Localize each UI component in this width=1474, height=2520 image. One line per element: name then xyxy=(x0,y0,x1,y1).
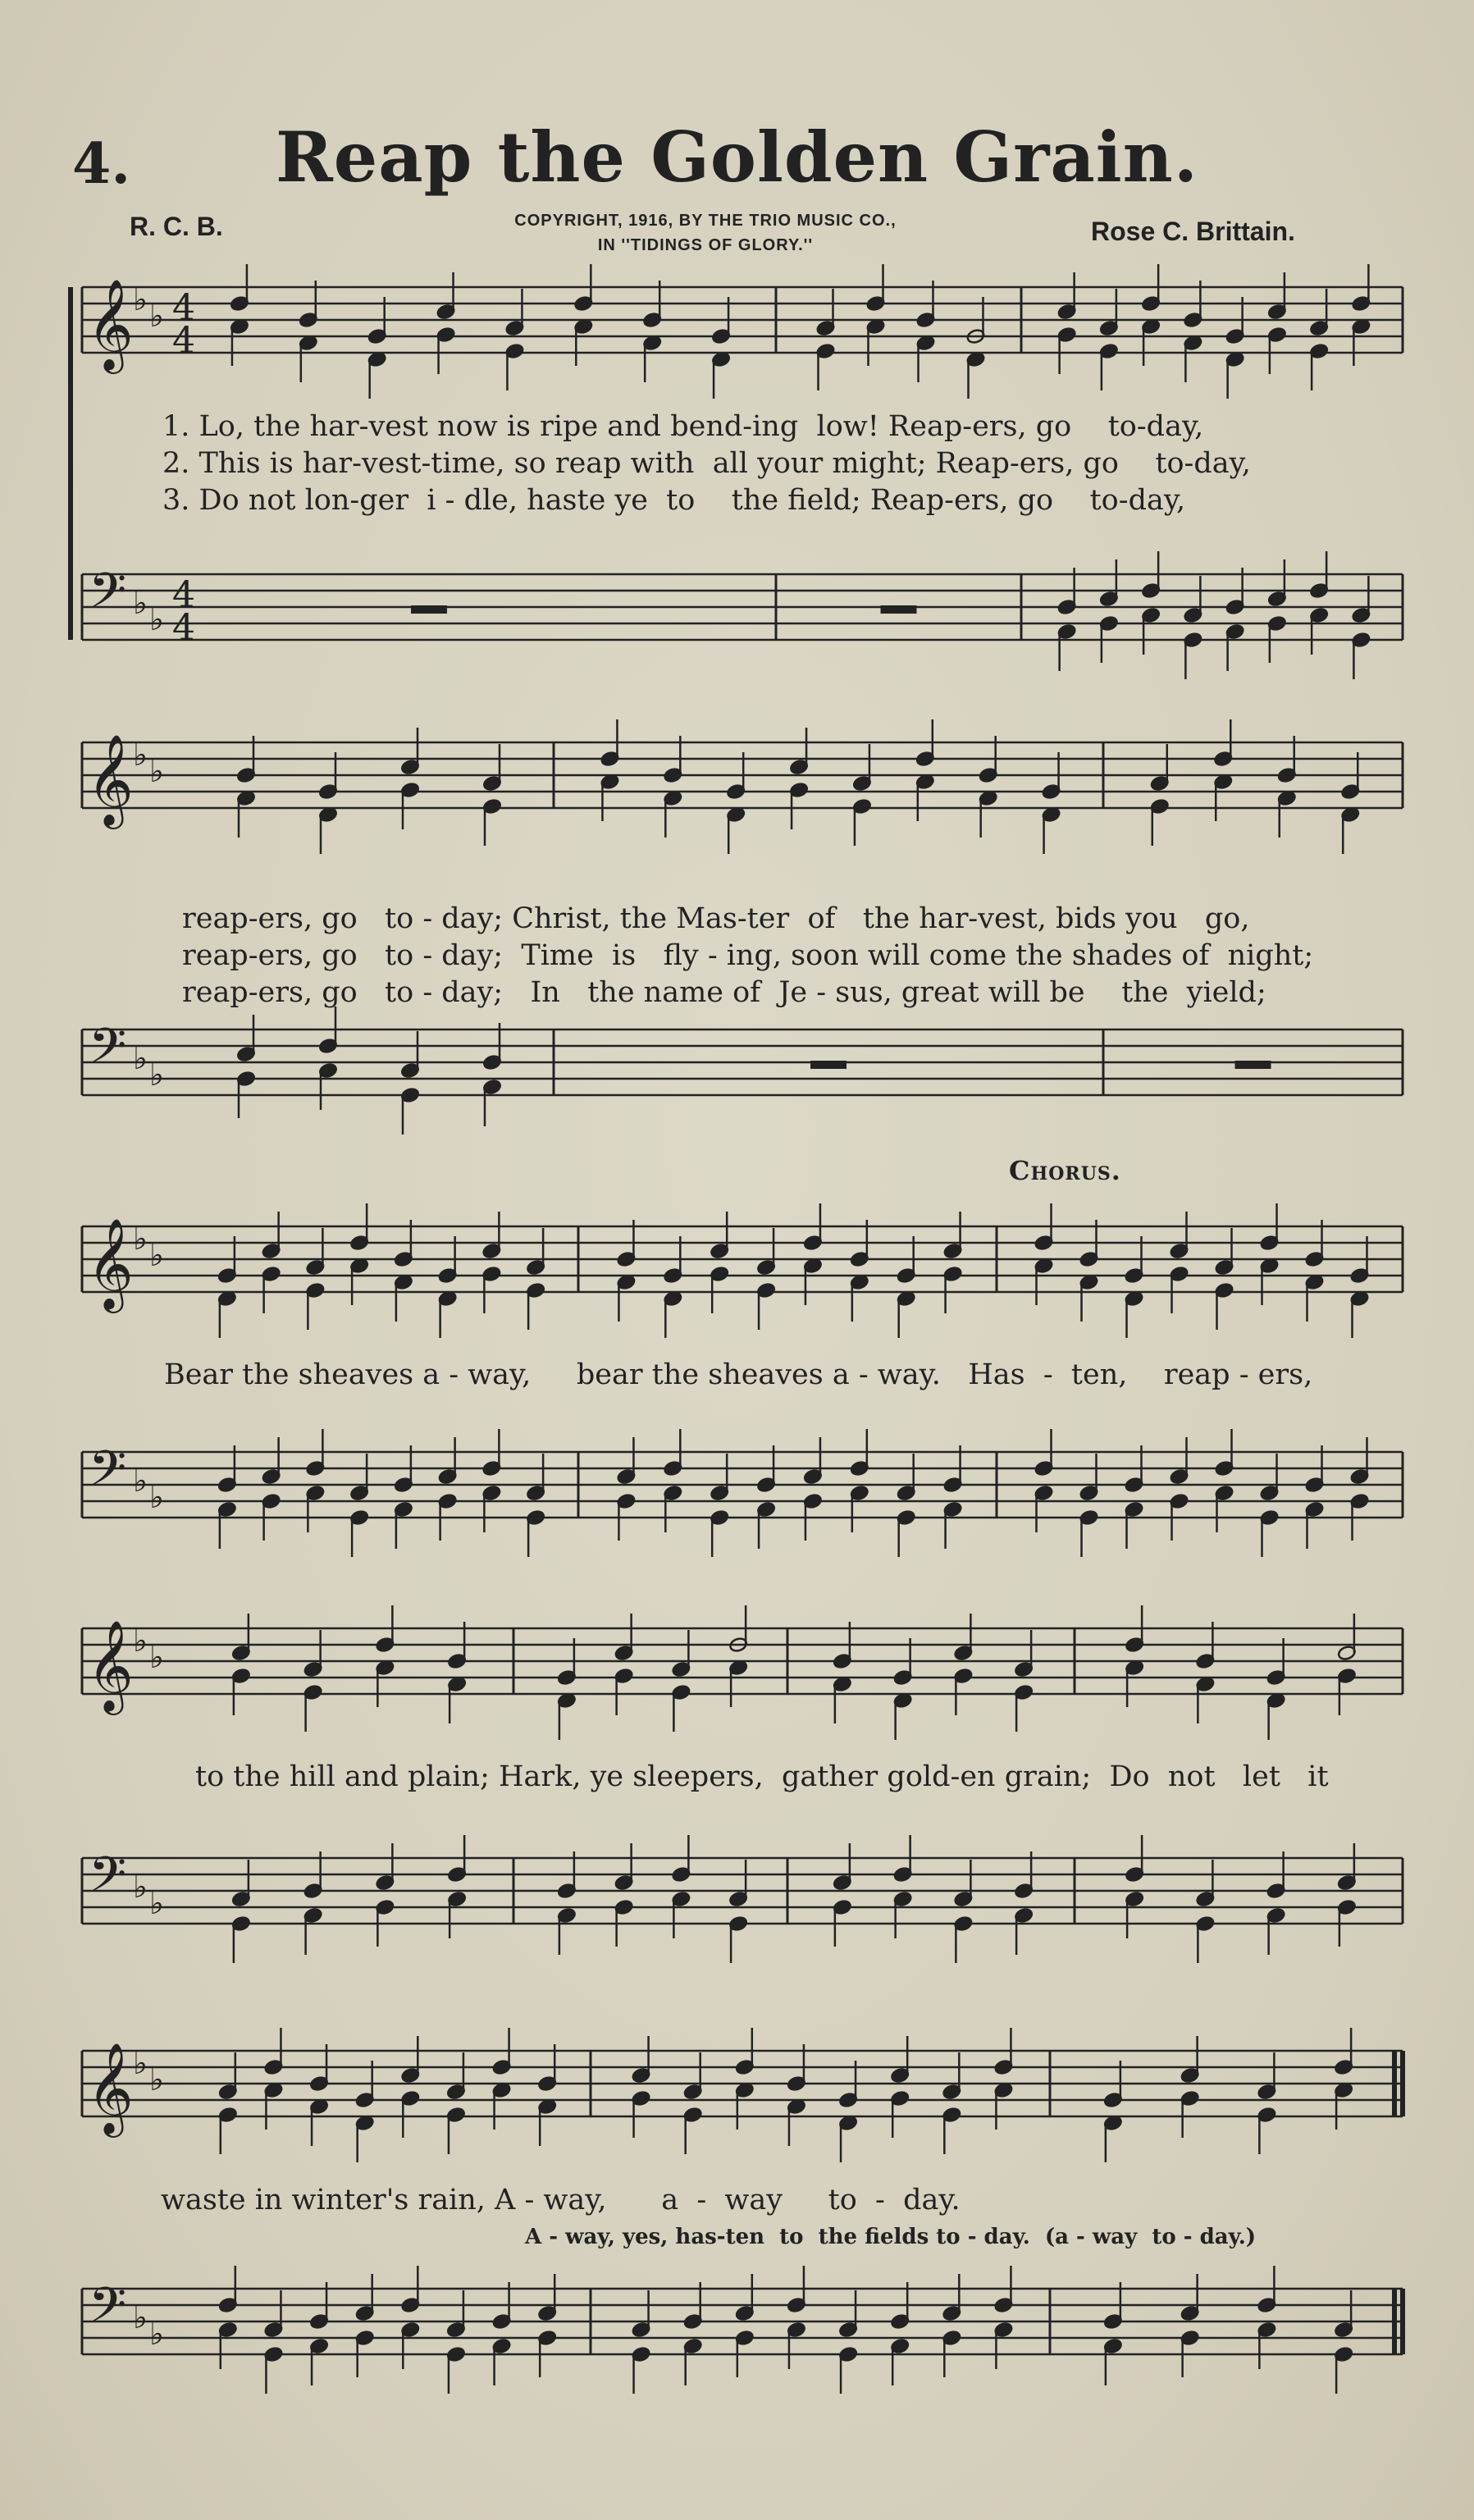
lyric-line: reap-ers, go to - day; In the name of Je - sus, great will be the yield; xyxy=(182,976,1266,1009)
echo-lyric-line: A - way, yes, has-ten to the fields to - day. (a - way to - day.) xyxy=(525,2225,1257,2249)
time-signature: 4 xyxy=(172,287,195,329)
treble-clef-icon: 𝄞 xyxy=(87,1217,134,1309)
hymn-number: 4. xyxy=(72,131,130,197)
bass-clef-icon: 𝄢 xyxy=(89,1017,127,1086)
copyright-line-1: COPYRIGHT, 1916, BY THE TRIO MUSIC CO., xyxy=(514,212,897,230)
lyric-line: 2. This is har-vest-time, so reap with all your might; Reap-ers, go to-day, xyxy=(162,447,1251,480)
lyric-line: Bear the sheaves a - way, bear the sheaves a - way. Has - ten, reap - ers, xyxy=(164,1358,1313,1391)
flat-icon: ♭ xyxy=(149,1057,164,1093)
bass-clef-icon: 𝄢 xyxy=(89,562,127,631)
rest-icon xyxy=(1235,1061,1271,1069)
flat-icon: ♭ xyxy=(133,1623,148,1659)
treble-clef-icon: 𝄞 xyxy=(87,2042,134,2134)
flat-icon: ♭ xyxy=(149,1479,164,1515)
composer-name: Rose C. Brittain. xyxy=(1091,217,1295,246)
flat-icon: ♭ xyxy=(133,585,148,621)
flat-icon: ♭ xyxy=(149,298,164,334)
rest-icon xyxy=(881,605,917,614)
flat-icon: ♭ xyxy=(133,2299,148,2335)
rest-icon xyxy=(810,1061,847,1069)
flat-icon: ♭ xyxy=(133,2045,148,2081)
bass-clef-icon: 𝄢 xyxy=(89,1846,127,1915)
copyright-line-2: IN ''TIDINGS OF GLORY.'' xyxy=(597,236,814,254)
lyric-line: reap-ers, go to - day; Time is fly - ing, soon will come the shades of night; xyxy=(182,939,1314,972)
time-signature: 4 xyxy=(172,607,195,649)
lyric-line: 3. Do not lon-ger i - dle, haste ye to the field; Reap-ers, go to-day, xyxy=(162,484,1186,517)
bass-clef-icon: 𝄢 xyxy=(89,1440,127,1509)
time-signature: 4 xyxy=(172,320,195,362)
flat-icon: ♭ xyxy=(149,2316,164,2352)
treble-clef-icon: 𝄞 xyxy=(87,278,134,370)
flat-icon: ♭ xyxy=(133,737,148,773)
flat-icon: ♭ xyxy=(133,281,148,317)
lyric-line: to the hill and plain; Hark, ye sleepers, gather gold-en grain; Do not let it xyxy=(195,1760,1329,1793)
flat-icon: ♭ xyxy=(149,2061,164,2098)
flat-icon: ♭ xyxy=(149,1885,164,1921)
treble-clef-icon: 𝄞 xyxy=(87,733,134,825)
chorus-label: Chorus. xyxy=(1009,1155,1121,1186)
flat-icon: ♭ xyxy=(149,601,164,637)
flat-icon: ♭ xyxy=(133,1869,148,1905)
flat-icon: ♭ xyxy=(133,1040,148,1076)
treble-clef-icon: 𝄞 xyxy=(87,1619,134,1711)
flat-icon: ♭ xyxy=(133,1221,148,1257)
lyric-line: waste in winter's rain, A - way, a - way to - day. xyxy=(161,2184,961,2216)
lyricist-initials: R. C. B. xyxy=(130,212,223,241)
hymn-title: Reap the Golden Grain. xyxy=(275,116,1199,198)
flat-icon: ♭ xyxy=(149,1237,164,1273)
flat-icon: ♭ xyxy=(133,1463,148,1499)
flat-icon: ♭ xyxy=(149,753,164,789)
lyric-line: 1. Lo, the har-vest now is ripe and bend-ing low! Reap-ers, go to-day, xyxy=(162,410,1204,443)
bass-clef-icon: 𝄢 xyxy=(89,2276,127,2345)
time-signature: 4 xyxy=(172,574,195,616)
rest-icon xyxy=(411,605,447,614)
flat-icon: ♭ xyxy=(149,1639,164,1675)
lyric-line: reap-ers, go to - day; Christ, the Mas-ter of the har-vest, bids you go, xyxy=(182,902,1250,935)
